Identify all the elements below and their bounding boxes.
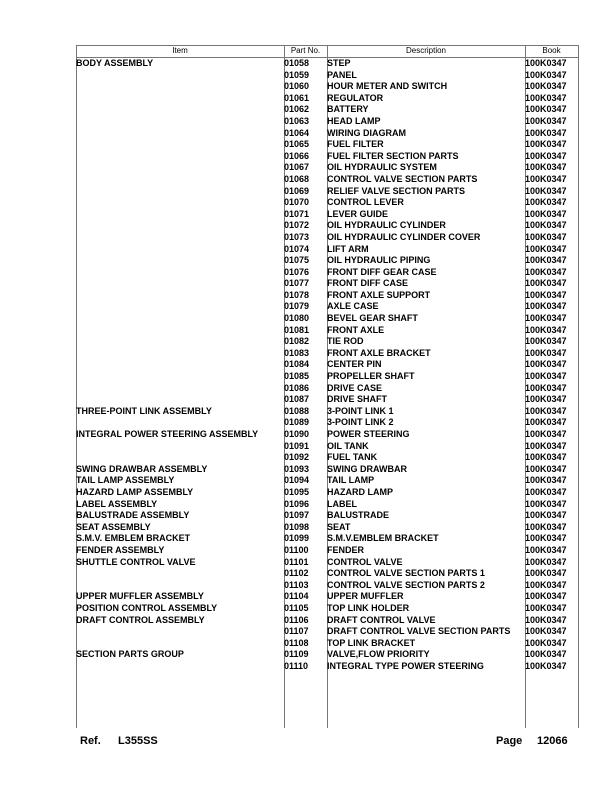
part-number-cell: 01073 [284,231,310,242]
part-number-cell: 01087 [284,394,310,405]
table-row [76,475,578,487]
table-row [76,522,578,534]
description-cell: STEP [327,58,351,68]
part-number-cell: 01090 [284,429,310,439]
book-cell: 100K0347 [525,127,567,138]
table-row [76,197,578,209]
item-cell [76,139,284,151]
part-number-cell: 01081 [284,324,310,335]
part-number-cell: 01092 [284,452,310,463]
book-cell: 100K0347 [525,533,567,544]
table-row [76,244,578,256]
description-cell: TOP LINK BRACKET [327,637,416,648]
table-row [76,174,578,186]
part-number-cell: 01079 [284,301,310,312]
book-cell: 100K0347 [525,150,567,161]
book-cell: 100K0347 [525,417,567,428]
table-row [76,116,578,128]
part-number-cell: 01100 [284,544,309,555]
part-number-cell: 01099 [284,533,310,544]
table-row [76,359,578,371]
description-cell: S.M.V.EMBLEM BRACKET [327,533,439,544]
item-cell [76,394,284,406]
table-row [76,429,578,441]
item-cell [76,313,284,325]
book-cell: 100K0347 [525,486,567,497]
part-number-cell: 01107 [284,626,309,637]
table-row [76,278,578,290]
description-cell: BALUSTRADE [327,510,389,521]
part-number-cell: 01078 [284,289,310,300]
item-cell [76,359,284,371]
table-row [76,371,578,383]
book-cell: 100K0347 [525,278,567,289]
book-cell: 100K0347 [525,429,567,439]
description-cell: HOUR METER AND SWITCH [327,81,448,92]
part-number-cell: 01088 [284,405,310,416]
item-cell [76,383,284,395]
part-number-cell: 01084 [284,359,310,370]
part-number-cell: 01096 [284,498,310,509]
table-row [76,464,578,476]
description-cell: CONTROL VALVE [327,556,403,567]
description-cell: HEAD LAMP [327,115,381,126]
column-header-description: Description [405,46,446,55]
book-cell: 100K0347 [525,115,567,126]
description-cell: LEVER GUIDE [327,208,389,219]
table-row [76,603,578,615]
item-cell: SECTION PARTS GROUP [76,649,184,660]
table-row [76,104,578,116]
description-cell: FRONT AXLE [327,324,385,335]
book-cell: 100K0347 [525,347,567,358]
table-row [76,661,578,673]
book-cell: 100K0347 [525,637,567,648]
table-row [76,336,578,348]
part-number-cell: 01085 [284,371,310,382]
item-cell: POSITION CONTROL ASSEMBLY [76,602,218,613]
table-row [76,255,578,267]
item-cell [76,244,284,256]
item-cell [76,93,284,105]
table-row [76,626,578,638]
item-cell [76,278,284,290]
book-cell: 100K0347 [525,289,567,300]
column-header-book: Book [542,46,561,55]
part-number-cell: 01075 [284,255,310,266]
description-cell: OIL HYDRAULIC CYLINDER [327,220,446,231]
table-row [76,220,578,232]
description-cell: HAZARD LAMP [327,486,393,497]
part-number-cell: 01067 [284,162,310,173]
description-cell: DRIVE CASE [327,382,383,393]
part-number-cell: 01101 [284,556,309,567]
item-cell [76,290,284,302]
description-cell: LABEL [327,498,357,509]
part-number-cell: 01093 [284,463,310,474]
part-number-cell: 01110 [284,660,309,671]
description-cell: CONTROL VALVE SECTION PARTS [327,173,478,184]
book-cell: 100K0347 [525,162,567,173]
part-number-cell: 01109 [284,649,309,660]
item-cell [76,255,284,267]
part-number-cell: 01061 [284,92,310,103]
item-cell [76,348,284,360]
part-number-cell: 01060 [284,81,310,92]
table-row [76,441,578,453]
table-row [76,58,578,70]
description-cell: OIL TANK [327,440,369,451]
book-cell: 100K0347 [525,591,567,602]
description-cell: CONTROL VALVE SECTION PARTS 1 [327,568,485,579]
book-cell: 100K0347 [525,104,567,115]
part-number-cell: 01070 [284,197,310,208]
part-number-cell: 01097 [284,510,310,521]
part-number-cell: 01091 [284,440,310,451]
book-cell: 100K0347 [525,463,567,474]
item-cell [76,267,284,279]
part-number-cell: 01059 [284,69,310,80]
table-row [76,209,578,221]
table-row [76,313,578,325]
item-cell [76,325,284,337]
item-cell [76,116,284,128]
book-cell: 100K0347 [525,185,567,196]
parts-index-table [76,45,578,728]
book-cell: 100K0347 [525,139,567,150]
column-header-item: Item [172,46,188,55]
item-cell [76,162,284,174]
description-cell: RELIEF VALVE SECTION PARTS [327,185,466,196]
part-number-cell: 01105 [284,602,309,613]
book-cell: 100K0347 [525,81,567,92]
table-row [76,533,578,545]
part-number-cell: 01104 [284,591,309,602]
table-row [76,487,578,499]
table-row [76,70,578,82]
table-row [76,591,578,603]
column-header-part-no: Part No. [290,46,321,55]
part-number-cell: 01064 [284,127,310,138]
item-cell [76,568,284,580]
table-row [76,545,578,557]
item-cell: LABEL ASSEMBLY [76,498,158,509]
part-number-cell: 01076 [284,266,310,277]
item-cell: UPPER MUFFLER ASSEMBLY [76,591,204,602]
book-cell: 100K0347 [525,452,567,463]
book-cell: 100K0347 [525,69,567,80]
model-number: L355SS [118,735,158,747]
table-row [76,615,578,627]
item-cell [76,301,284,313]
description-cell: DRAFT CONTROL VALVE SECTION PARTS [327,626,511,637]
part-number-cell: 01066 [284,150,310,161]
book-cell: 100K0347 [525,405,567,416]
item-cell [76,104,284,116]
book-cell: 100K0347 [525,614,567,625]
item-cell [76,128,284,140]
item-cell [76,626,284,638]
table-row [76,568,578,580]
book-cell: 100K0347 [525,382,567,393]
table-row [76,638,578,650]
book-cell: 100K0347 [525,660,567,671]
table-border-right [578,45,579,728]
description-cell: POWER STEERING [327,429,410,439]
description-cell: FUEL TANK [327,452,378,463]
table-row [76,290,578,302]
part-number-cell: 01069 [284,185,310,196]
part-number-cell: 01086 [284,382,310,393]
part-number-cell: 01082 [284,336,310,347]
book-cell: 100K0347 [525,336,567,347]
table-row [76,383,578,395]
description-cell: AXLE CASE [327,301,379,312]
book-cell: 100K0347 [525,208,567,219]
description-cell: DRAFT CONTROL VALVE [327,614,436,625]
part-number-cell: 01072 [284,220,310,231]
item-cell: DRAFT CONTROL ASSEMBLY [76,614,205,625]
table-row [76,81,578,93]
book-cell: 100K0347 [525,626,567,637]
description-cell: DRIVE SHAFT [327,394,388,405]
page-number: 12066 [537,735,568,747]
part-number-cell: 01063 [284,115,310,126]
part-number-cell: 01094 [284,475,310,486]
table-row [76,406,578,418]
item-cell [76,452,284,464]
item-cell [76,151,284,163]
item-cell [76,186,284,198]
description-cell: FUEL FILTER SECTION PARTS [327,150,459,161]
book-cell: 100K0347 [525,92,567,103]
table-row [76,394,578,406]
book-cell: 100K0347 [525,243,567,254]
book-cell: 100K0347 [525,266,567,277]
item-cell [76,580,284,592]
table-row [76,93,578,105]
part-number-cell: 01068 [284,173,310,184]
description-cell: UPPER MUFFLER [327,591,404,602]
description-cell: 3-POINT LINK 1 [327,405,394,416]
item-cell [76,661,284,673]
description-cell: TIE ROD [327,336,364,347]
table-row [76,186,578,198]
table-row [76,348,578,360]
description-cell: VALVE,FLOW PRIORITY [327,649,430,660]
description-cell: FENDER [327,544,365,555]
description-cell: SWING DRAWBAR [327,463,407,474]
table-row [76,452,578,464]
table-row [76,325,578,337]
item-cell: S.M.V. EMBLEM BRACKET [76,533,191,544]
description-cell: INTEGRAL TYPE POWER STEERING [327,660,484,671]
description-cell: FRONT DIFF CASE [327,278,408,289]
table-row [76,649,578,661]
item-cell [76,220,284,232]
description-cell: FRONT AXLE BRACKET [327,347,431,358]
item-cell [76,232,284,244]
description-cell: WIRING DIAGRAM [327,127,406,138]
book-cell: 100K0347 [525,324,567,335]
book-cell: 100K0347 [525,521,567,532]
part-number-cell: 01080 [284,313,310,324]
part-number-cell: 01102 [284,568,309,579]
book-cell: 100K0347 [525,371,567,382]
ref-label: Ref. [80,735,101,747]
item-cell [76,638,284,650]
parts-table-body [76,58,578,672]
item-cell [76,336,284,348]
part-number-cell: 01098 [284,521,310,532]
part-number-cell: 01089 [284,417,310,428]
item-cell: SHUTTLE CONTROL VALVE [76,556,196,567]
item-cell: INTEGRAL POWER STEERING ASSEMBLY [76,429,259,439]
book-cell: 100K0347 [525,313,567,324]
item-cell [76,371,284,383]
item-cell: HAZARD LAMP ASSEMBLY [76,486,194,497]
item-cell [76,209,284,221]
book-cell: 100K0347 [525,231,567,242]
table-row [76,267,578,279]
table-row [76,151,578,163]
item-cell: THREE-POINT LINK ASSEMBLY [76,405,212,416]
book-cell: 100K0347 [525,440,567,451]
description-cell: OIL HYDRAULIC PIPING [327,255,431,266]
description-cell: OIL HYDRAULIC SYSTEM [327,162,437,173]
description-cell: CONTROL LEVER [327,197,404,208]
item-cell [76,81,284,93]
book-cell: 100K0347 [525,556,567,567]
description-cell: FRONT DIFF GEAR CASE [327,266,437,277]
book-cell: 100K0347 [525,568,567,579]
part-number-cell: 01071 [284,208,310,219]
page-label: Page [496,735,523,747]
item-cell: SWING DRAWBAR ASSEMBLY [76,463,208,474]
part-number-cell: 01108 [284,637,309,648]
part-number-cell: 01062 [284,104,310,115]
description-cell: REGULATOR [327,92,384,103]
part-number-cell: 01095 [284,486,310,497]
part-number-cell: 01077 [284,278,310,289]
book-cell: 100K0347 [525,649,567,660]
item-cell [76,197,284,209]
description-cell: OIL HYDRAULIC CYLINDER COVER [327,231,481,242]
book-cell: 100K0347 [525,475,567,486]
description-cell: TAIL LAMP [327,475,375,486]
book-cell: 100K0347 [525,544,567,555]
table-row [76,162,578,174]
item-cell [76,417,284,429]
item-cell: SEAT ASSEMBLY [76,521,151,532]
book-cell: 100K0347 [525,58,567,68]
book-cell: 100K0347 [525,394,567,405]
part-number-cell: 01103 [284,579,309,590]
item-cell: FENDER ASSEMBLY [76,544,165,555]
table-row [76,510,578,522]
book-cell: 100K0347 [525,255,567,266]
part-number-cell: 01106 [284,614,309,625]
item-cell: BALUSTRADE ASSEMBLY [76,510,190,521]
book-cell: 100K0347 [525,602,567,613]
item-cell: TAIL LAMP ASSEMBLY [76,475,175,486]
table-row [76,301,578,313]
table-row [76,232,578,244]
book-cell: 100K0347 [525,197,567,208]
book-cell: 100K0347 [525,498,567,509]
book-cell: 100K0347 [525,173,567,184]
description-cell: 3-POINT LINK 2 [327,417,394,428]
part-number-cell: 01065 [284,139,310,150]
description-cell: SEAT [327,521,351,532]
book-cell: 100K0347 [525,510,567,521]
description-cell: TOP LINK HOLDER [327,602,410,613]
table-row [76,499,578,511]
part-number-cell: 01083 [284,347,310,358]
table-row [76,128,578,140]
book-cell: 100K0347 [525,301,567,312]
description-cell: BEVEL GEAR SHAFT [327,313,418,324]
description-cell: CONTROL VALVE SECTION PARTS 2 [327,579,485,590]
book-cell: 100K0347 [525,579,567,590]
item-cell: BODY ASSEMBLY [76,58,154,68]
description-cell: PANEL [327,69,357,80]
item-cell [76,174,284,186]
description-cell: CENTER PIN [327,359,382,370]
item-cell [76,441,284,453]
part-number-cell: 01074 [284,243,310,254]
description-cell: FUEL FILTER [327,139,384,150]
description-cell: FRONT AXLE SUPPORT [327,289,431,300]
part-number-cell: 01058 [284,58,310,68]
book-cell: 100K0347 [525,359,567,370]
description-cell: BATTERY [327,104,369,115]
table-row [76,580,578,592]
book-cell: 100K0347 [525,220,567,231]
table-row [76,557,578,569]
description-cell: PROPELLER SHAFT [327,371,415,382]
item-cell [76,70,284,82]
table-row [76,139,578,151]
description-cell: LIFT ARM [327,243,369,254]
table-row [76,417,578,429]
